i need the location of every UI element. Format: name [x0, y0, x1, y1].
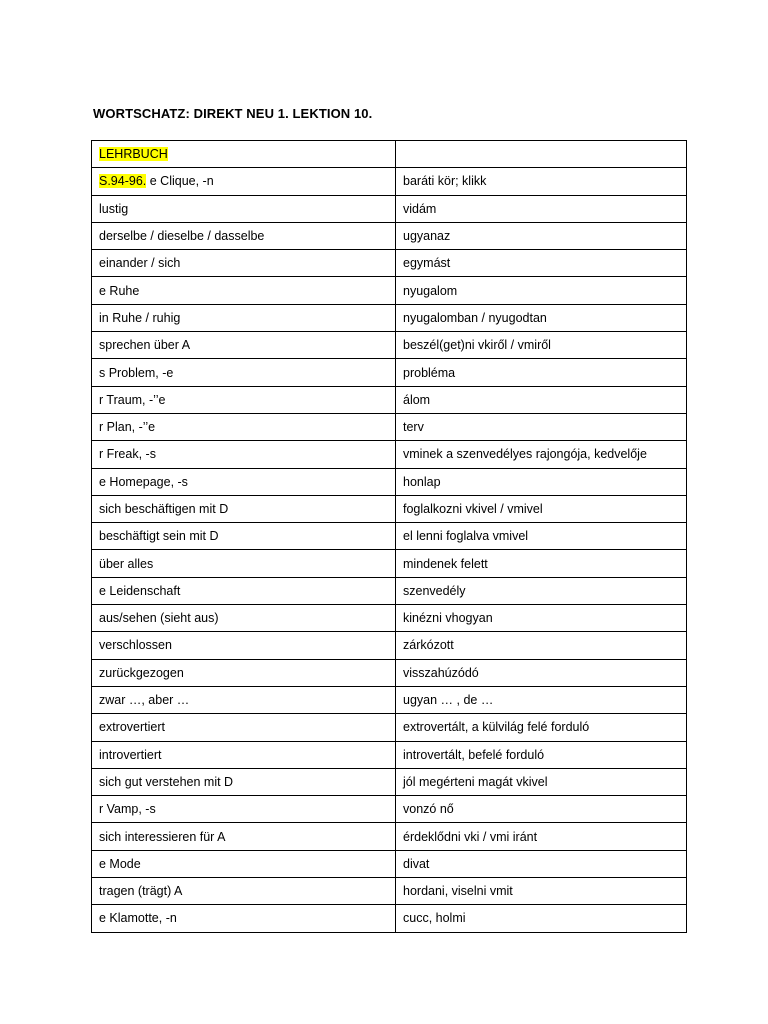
table-row: [92, 741, 687, 768]
table-row: [92, 277, 687, 304]
german-cell: r Plan, -’’e: [92, 413, 396, 440]
hungarian-cell: baráti kör; klikk: [396, 168, 687, 195]
german-cell: über alles: [92, 550, 396, 577]
table-row: [92, 768, 687, 795]
german-cell: extrovertiert: [92, 714, 396, 741]
table-row: [92, 413, 687, 440]
hungarian-cell: vidám: [396, 195, 687, 222]
german-cell: einander / sich: [92, 250, 396, 277]
german-cell: beschäftigt sein mit D: [92, 523, 396, 550]
german-cell: r Traum, -’’e: [92, 386, 396, 413]
hungarian-cell: jól megérteni magát vkivel: [396, 768, 687, 795]
table-row: [92, 686, 687, 713]
table-row: [92, 304, 687, 331]
table-row: [92, 195, 687, 222]
german-cell: e Leidenschaft: [92, 577, 396, 604]
german-cell: zurückgezogen: [92, 659, 396, 686]
vocabulary-table-body: [92, 141, 687, 933]
hungarian-cell: introvertált, befelé forduló: [396, 741, 687, 768]
hungarian-cell: szenvedély: [396, 577, 687, 604]
hungarian-cell: mindenek felett: [396, 550, 687, 577]
german-cell: sprechen über A: [92, 332, 396, 359]
hungarian-cell: érdeklődni vki / vmi iránt: [396, 823, 687, 850]
german-cell: sich interessieren für A: [92, 823, 396, 850]
hungarian-cell: álom: [396, 386, 687, 413]
table-row: [92, 359, 687, 386]
table-row: [92, 577, 687, 604]
hungarian-cell: cucc, holmi: [396, 905, 687, 932]
table-row: [92, 332, 687, 359]
hungarian-cell: extrovertált, a külvilág felé forduló: [396, 714, 687, 741]
hungarian-cell: terv: [396, 413, 687, 440]
table-row: [92, 878, 687, 905]
vocabulary-table: [91, 140, 687, 933]
section-header-cell: [92, 141, 396, 168]
table-row: [92, 659, 687, 686]
section-header-row: [92, 141, 687, 168]
german-cell: [92, 168, 396, 195]
section-header-label: LEHRBUCH: [99, 147, 168, 162]
german-cell: in Ruhe / ruhig: [92, 304, 396, 331]
table-row: [92, 250, 687, 277]
german-term: e Clique, -n: [146, 174, 214, 189]
table-row: [92, 441, 687, 468]
page-reference: S.94-96.: [99, 174, 147, 189]
hungarian-cell: vonzó nő: [396, 796, 687, 823]
hungarian-cell: honlap: [396, 468, 687, 495]
table-row: [92, 714, 687, 741]
hungarian-cell: ugyan … , de …: [396, 686, 687, 713]
hungarian-cell: nyugalomban / nyugodtan: [396, 304, 687, 331]
hungarian-cell: hordani, viselni vmit: [396, 878, 687, 905]
hungarian-cell: ugyanaz: [396, 222, 687, 249]
table-row: [92, 823, 687, 850]
german-cell: r Freak, -s: [92, 441, 396, 468]
german-cell: e Mode: [92, 850, 396, 877]
table-row: [92, 632, 687, 659]
hungarian-cell: vminek a szenvedélyes rajongója, kedvelője: [396, 441, 687, 468]
german-cell: aus/sehen (sieht aus): [92, 605, 396, 632]
german-cell: s Problem, -e: [92, 359, 396, 386]
german-cell: e Ruhe: [92, 277, 396, 304]
hungarian-cell: el lenni foglalva vmivel: [396, 523, 687, 550]
german-cell: sich gut verstehen mit D: [92, 768, 396, 795]
german-cell: derselbe / dieselbe / dasselbe: [92, 222, 396, 249]
german-cell: r Vamp, -s: [92, 796, 396, 823]
table-row: [92, 468, 687, 495]
table-row: [92, 495, 687, 522]
german-cell: tragen (trägt) A: [92, 878, 396, 905]
section-header-empty-cell: [396, 141, 687, 168]
german-cell: zwar …, aber …: [92, 686, 396, 713]
table-row: [92, 523, 687, 550]
german-cell: e Homepage, -s: [92, 468, 396, 495]
hungarian-cell: divat: [396, 850, 687, 877]
hungarian-cell: visszahúzódó: [396, 659, 687, 686]
german-cell: introvertiert: [92, 741, 396, 768]
hungarian-cell: beszél(get)ni vkiről / vmiről: [396, 332, 687, 359]
german-cell: sich beschäftigen mit D: [92, 495, 396, 522]
hungarian-cell: kinézni vhogyan: [396, 605, 687, 632]
hungarian-cell: foglalkozni vkivel / vmivel: [396, 495, 687, 522]
german-cell: lustig: [92, 195, 396, 222]
table-row: [92, 905, 687, 932]
german-cell: e Klamotte, -n: [92, 905, 396, 932]
table-row: [92, 850, 687, 877]
table-row: [92, 550, 687, 577]
hungarian-cell: nyugalom: [396, 277, 687, 304]
hungarian-cell: egymást: [396, 250, 687, 277]
table-row: [92, 168, 687, 195]
table-row: [92, 222, 687, 249]
page-title: WORTSCHATZ: DIREKT NEU 1. LEKTION 10.: [93, 106, 373, 121]
hungarian-cell: zárkózott: [396, 632, 687, 659]
hungarian-cell: probléma: [396, 359, 687, 386]
table-row: [92, 796, 687, 823]
german-cell: verschlossen: [92, 632, 396, 659]
table-row: [92, 386, 687, 413]
table-row: [92, 605, 687, 632]
